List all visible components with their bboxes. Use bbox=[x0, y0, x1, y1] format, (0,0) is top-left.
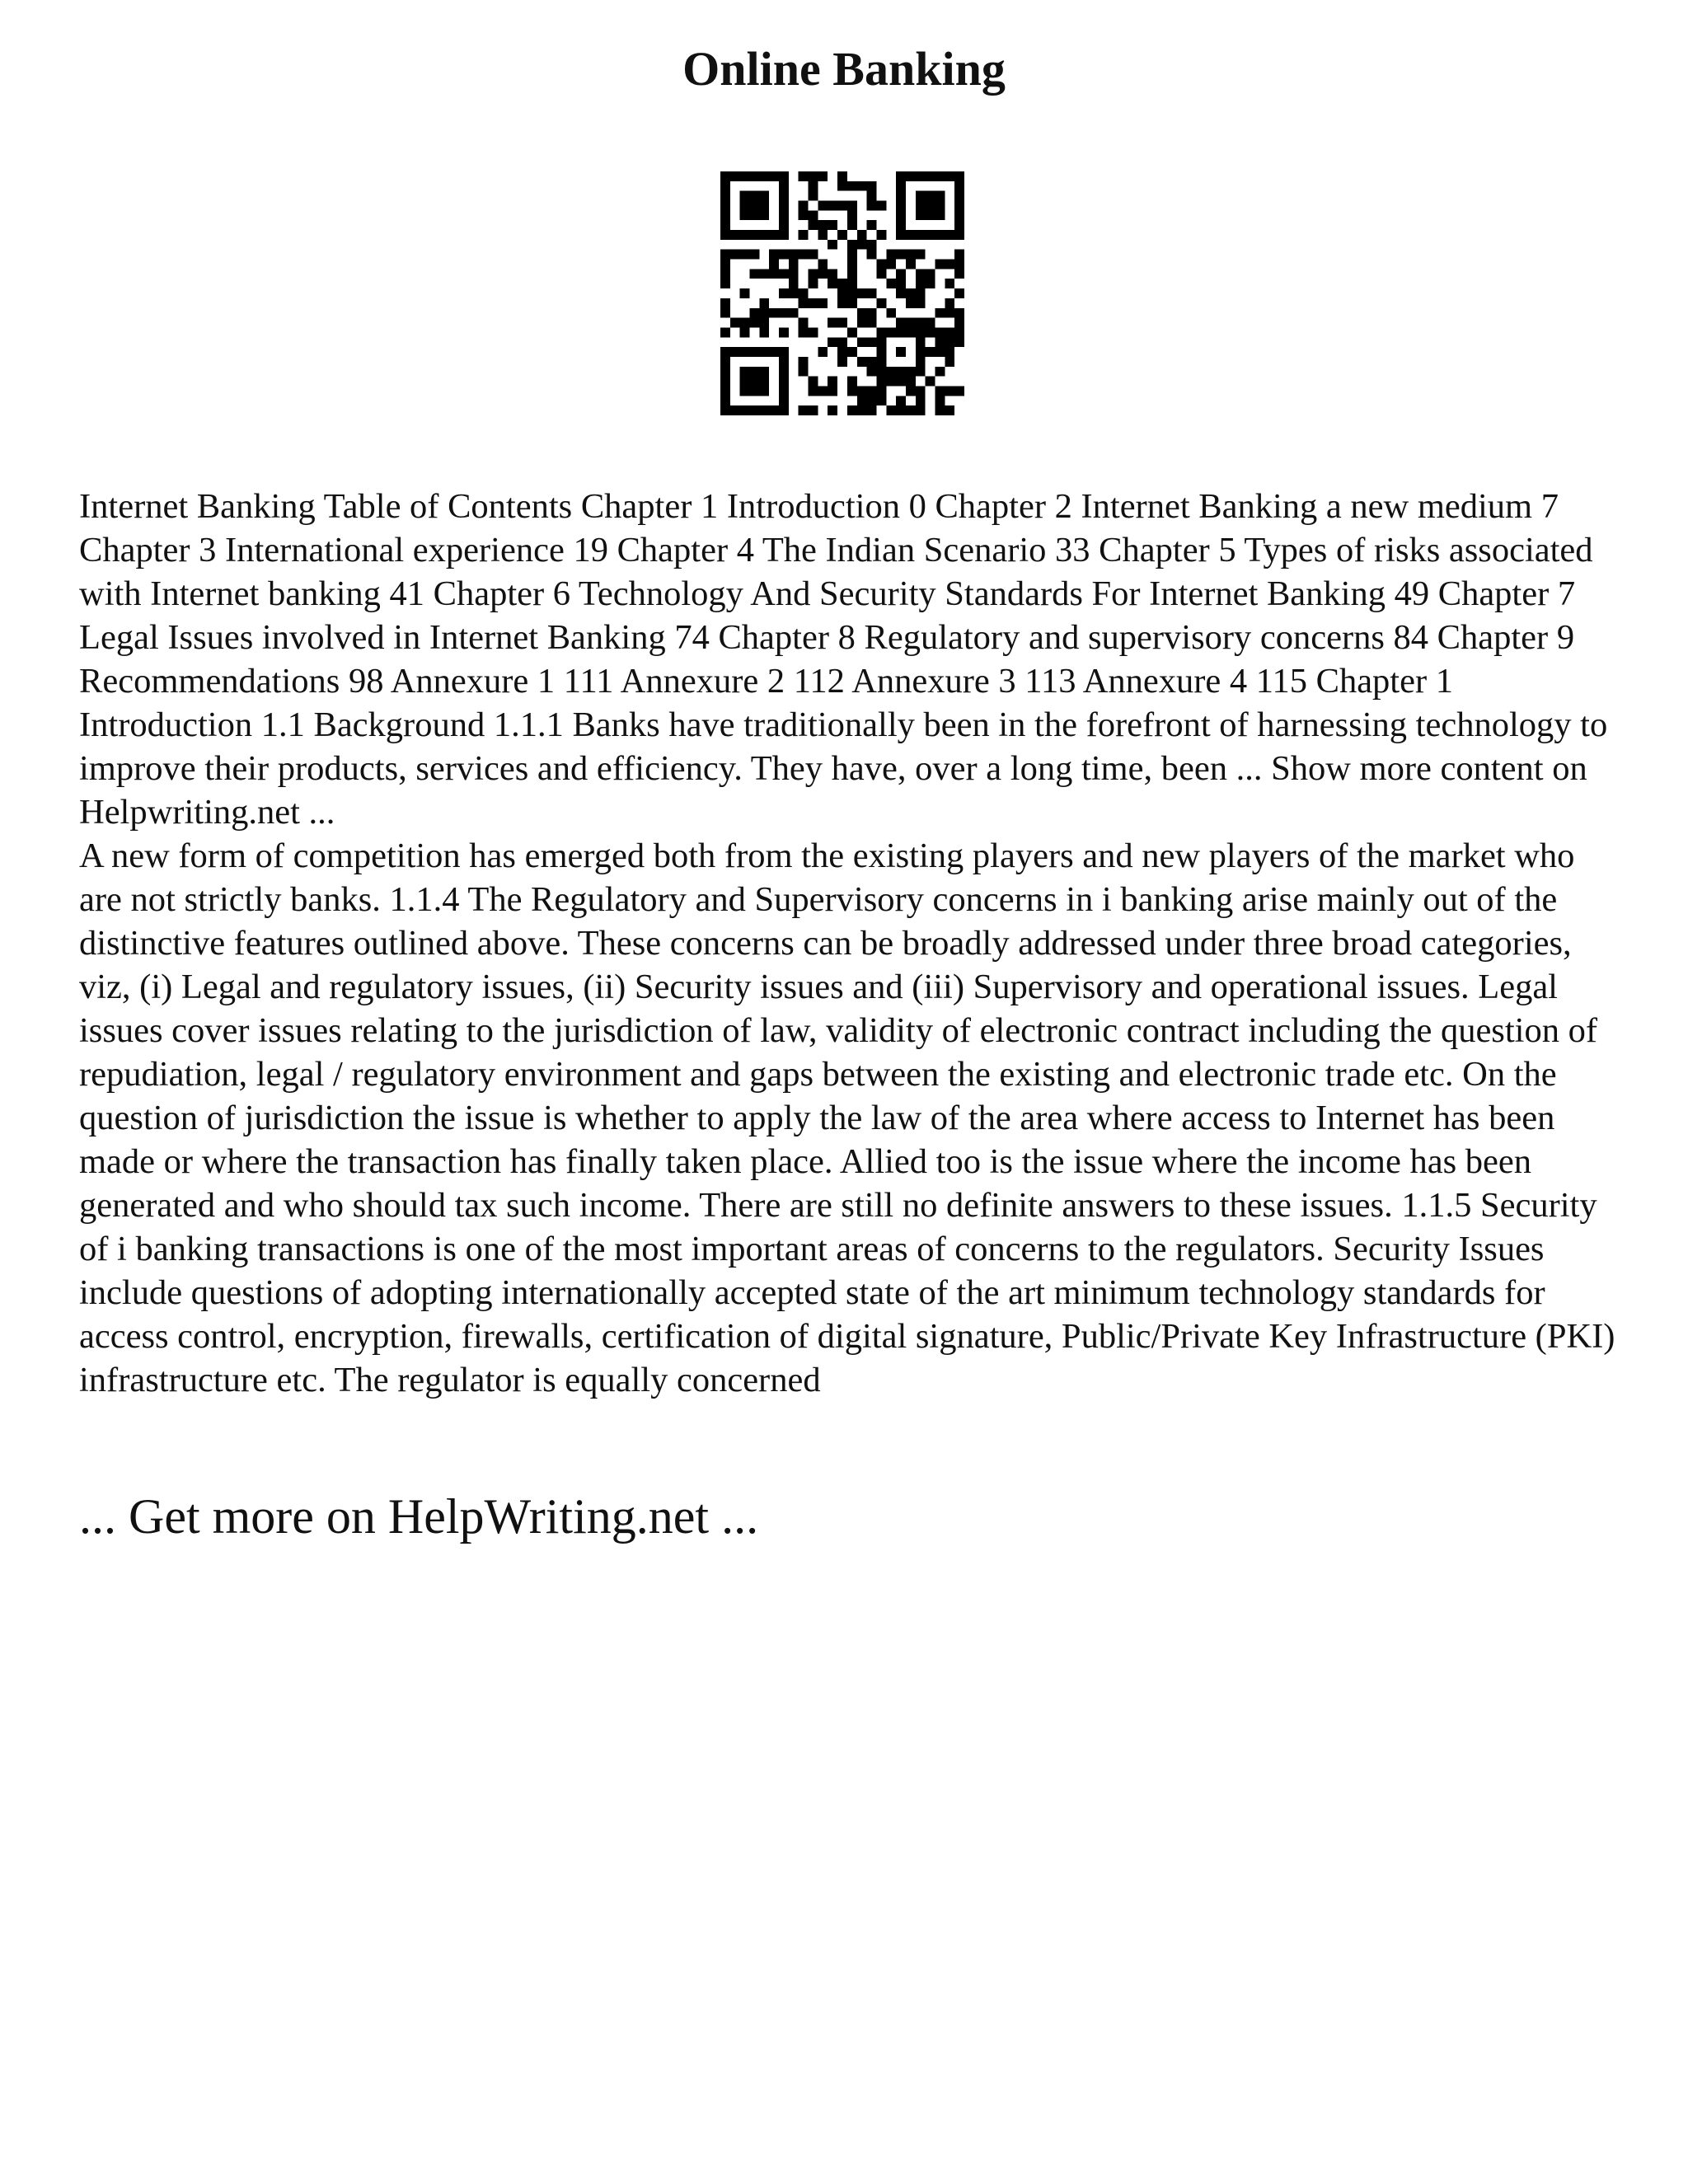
toc-paragraph: Internet Banking Table of Contents Chapter 1 Introduction 0 Chapter 2 Internet Banking a new medium 7 Chapter 3 International experience 19 Chapter 4 The Indian Scenario 33 Chapter 5 Types of risks associated with Internet banking 41 Chapter 6 Technology And Security Standards For Internet Banking 49 Chapter 7 Legal Issues involved in Internet Banking 74 Chapter 8 Regulatory and supervisory concerns 84 Chapter 9 Recommendations 98 Annexure 1 111 Annexure 2 112 Annexure 3 113 Annexure 4 115 Chapter 1 Introduction 1.1 Background 1.1.1 Banks have traditionally been in the forefront of harnessing technology to improve their products, services and efficiency. They have, over a long time, been ... Show more content on Helpwriting.net ... bbox=[79, 487, 1608, 832]
get-more-link[interactable]: ... Get more on HelpWriting.net ... bbox=[79, 1489, 759, 1544]
qr-code-icon bbox=[720, 171, 964, 415]
content-paragraph: A new form of competition has emerged both from the existing players and new players of the market who are not strictly banks. 1.1.4 The Regulatory and Supervisory concerns in i banking arise mainly out of the distinctive features outlined above. These concerns can be broadly addressed under three broad categories, viz, (i) Legal and regulatory issues, (ii) Security issues and (iii) Supervisory and operational issues. Legal issues cover issues relating to the jurisdiction of law, validity of electronic contract including the question of repudiation, legal / regulatory environment and gaps between the existing and electronic trade etc. On the question of jurisdiction the issue is whether to apply the law of the area where access to Internet has been made or where the transaction has finally taken place. Allied too is the issue where the income has been generated and who should tax such income. There are still no definite answers to these issues. 1.1.5 Security of i banking transactions is one of the most important areas of concerns to the regulators. Security Issues include questions of adopting internationally accepted state of the art minimum technology standards for access control, encryption, firewalls, certification of digital signature, Public/Private Key Infrastructure (PKI) infrastructure etc. The regulator is equally concerned bbox=[79, 837, 1615, 1399]
page-title: Online Banking bbox=[682, 42, 1006, 96]
body-text bbox=[79, 485, 1620, 1402]
